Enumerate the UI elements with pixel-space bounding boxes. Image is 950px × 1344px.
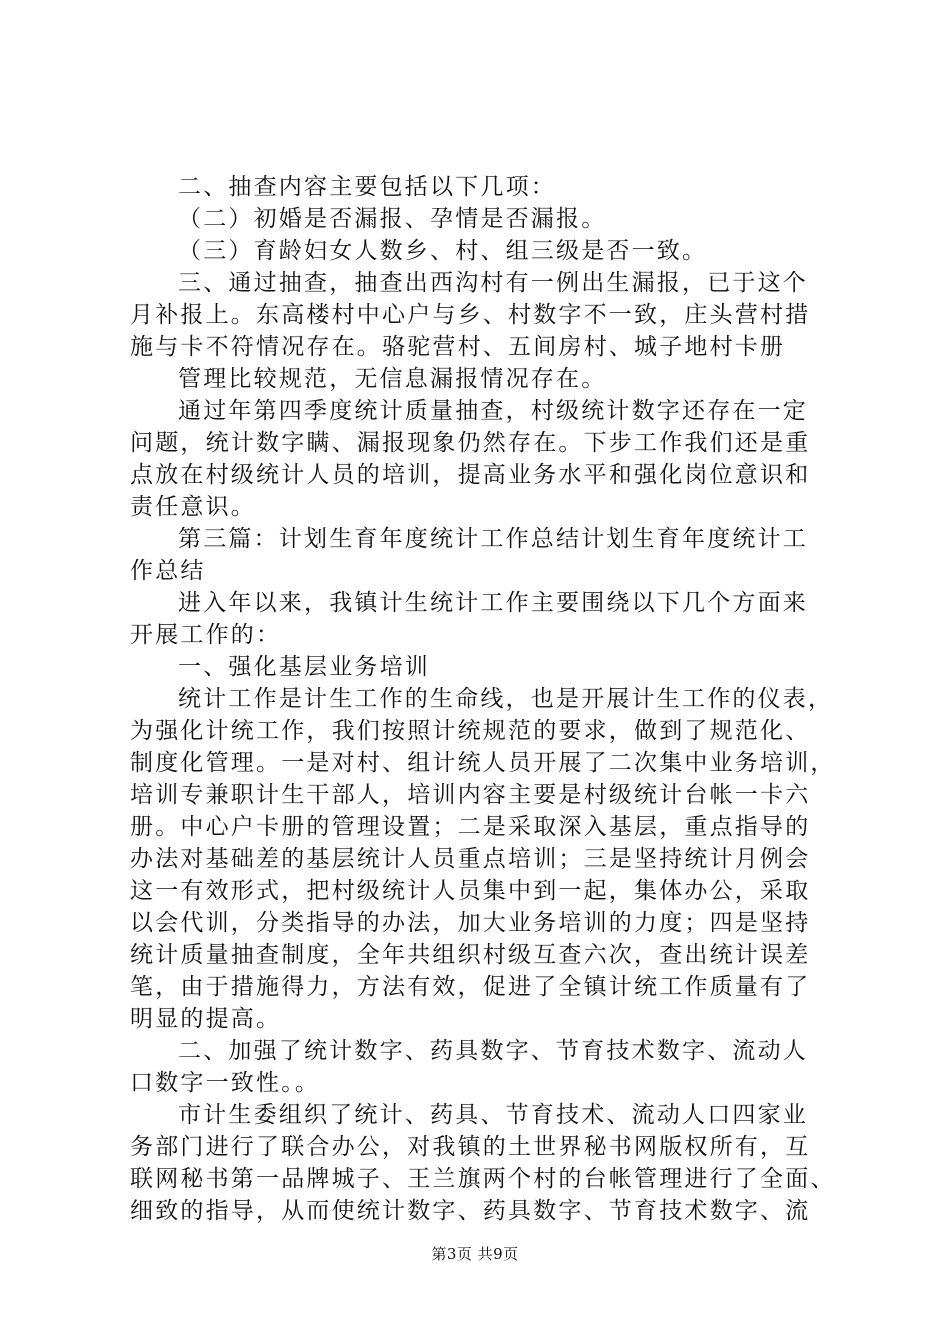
text-line: 开展工作的： (130, 622, 282, 648)
text-line: 以会代训，分类指导的办法，加大业务培训的力度；四是坚持 (130, 910, 811, 936)
text-line: 统计质量抽查制度，全年共组织村级互查六次，查出统计误差 (130, 942, 811, 968)
text-line: 册。中心户卡册的管理设置；二是采取深入基层，重点指导的 (130, 814, 811, 840)
text-line: 务部门进行了联合办公，对我镇的土世界秘书网版权所有，互 (130, 1134, 811, 1160)
text-line: 管理比较规范，无信息漏报情况存在。 (178, 366, 607, 392)
text-line: 通过年第四季度统计质量抽查，村级统计数字还存在一定 (178, 398, 808, 424)
text-line: 明显的提高。 (130, 1006, 282, 1032)
text-line: 市计生委组织了统计、药具、节育技术、流动人口四家业 (178, 1102, 808, 1128)
text-line: 施与卡不符情况存在。骆驼营村、五间房村、城子地村卡册 (130, 334, 786, 360)
document-body (130, 171, 836, 1227)
text-line: 第三篇：计划生育年度统计工作总结计划生育年度统计工 (178, 526, 808, 552)
text-line: 笔，由于措施得力，方法有效，促进了全镇计统工作质量有了 (130, 974, 811, 1000)
text-line: 联网秘书第一品牌城子、王兰旗两个村的台帐管理进行了全面、 (130, 1166, 836, 1192)
text-line: 问题，统计数字瞒、漏报现象仍然存在。下步工作我们还是重 (130, 430, 811, 456)
text-line: 细致的指导，从而使统计数字、药具数字、节育技术数字、流 (130, 1198, 811, 1224)
text-line: 三、通过抽查，抽查出西沟村有一例出生漏报，已于这个 (178, 270, 808, 296)
text-line: 口数字一致性。。 (130, 1070, 321, 1096)
text-line: 二、抽查内容主要包括以下几项： (178, 174, 556, 200)
text-line: （三）育龄妇女人数乡、村、组三级是否一致。 (178, 238, 708, 264)
text-line: 制度化管理。一是对村、组计统人员开展了二次集中业务培训， (130, 750, 836, 776)
text-line: 这一有效形式，把村级统计人员集中到一起，集体办公，采取 (130, 878, 811, 904)
text-line: 进入年以来，我镇计生统计工作主要围绕以下几个方面来 (178, 590, 808, 616)
text-line: 责任意识。 (130, 494, 256, 520)
text-line: 一、强化基层业务培训 (178, 654, 430, 680)
text-line: 月补报上。东高楼村中心户与乡、村数字不一致，庄头营村措 (130, 302, 811, 328)
text-line: 办法对基础差的基层统计人员重点培训；三是坚持统计月例会 (130, 846, 811, 872)
text-line: 为强化计统工作，我们按照计统规范的要求，做到了规范化、 (130, 718, 811, 744)
text-line: 统计工作是计生工作的生命线，也是开展计生工作的仪表， (178, 686, 834, 712)
page-footer: 第3页 共9页 (431, 1245, 519, 1263)
text-line: （二）初婚是否漏报、孕情是否漏报。 (178, 206, 607, 232)
text-line: 培训专兼职计生干部人，培训内容主要是村级统计台帐一卡六 (130, 782, 811, 808)
text-line: 作总结 (130, 558, 206, 584)
text-line: 点放在村级统计人员的培训，提高业务水平和强化岗位意识和 (130, 462, 811, 488)
text-line: 二、加强了统计数字、药具数字、节育技术数字、流动人 (178, 1038, 808, 1064)
